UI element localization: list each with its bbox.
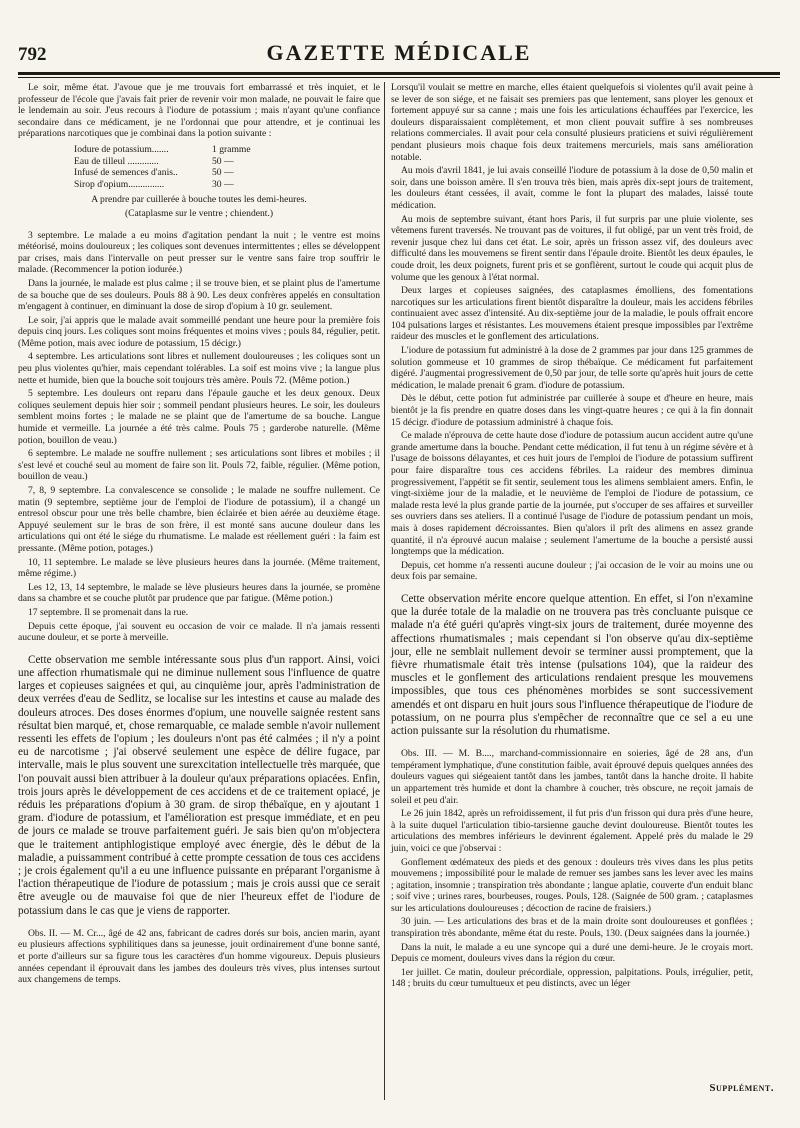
prescription-note: (Cataplasme sur le ventre ; chiendent.) [124, 207, 274, 219]
page-header [18, 40, 780, 70]
page-number: 792 [18, 44, 47, 65]
paragraph: 30 juin. — Les articulations des bras et de la main droite sont douloureuses et gonflées ; transpiration très abondante, même état du reste. Pouls, 130. (Deux saignées dans la journée.) [391, 916, 753, 940]
paragraph: Le soir, j'ai appris que le malade avait sommeillé pendant une heure pour la première fois depuis cinq jours. Les coliques sont moins fréquentes et moins vives ; pouls 84, régulier, petit. (Même potion, mais avec iodure de potassium, 15 décigr.) [18, 314, 380, 349]
journal-title: GAZETTE MÉDICALE [266, 40, 532, 65]
paragraph: 3 septembre. Le malade a eu moins d'agitation pendant la nuit ; le ventre est moins météorisé, moins douloureux ; les coliques sont devenues intermittentes ; elles se développent par crises, mais dans l'intervalle on peut presser sur le ventre sans faire trop souffrir le malade. (Recommencer la potion iodurée.) [18, 229, 380, 276]
quantity: 50 — [212, 155, 234, 167]
ingredient: Iodure de potassium....... [74, 143, 169, 155]
left-column [18, 82, 380, 988]
paragraph: Deux larges et copieuses saignées, des cataplasmes émolliens, des fomentations narcotiques sur les articulations firent bientôt disparaître la douleur, mais les accidens fébriles continuaient avec assez d'intensité. Au dix-septième jour de la maladie, le pouls offrait encore 104 pulsations larges et résistantes. Les mouvemens étaient presque impossibles par l'extrême raideur des muscles et le gonflement des articulations. [391, 285, 753, 343]
prescription-line [74, 144, 380, 156]
paragraph: Le 26 juin 1842, après un refroidissement, il fut pris d'un frisson qui dura près d'une heure, à la suite duquel l'articulation tibio-tarsienne gauche devint douloureuse. Bientôt toutes les articulations des membres inférieurs le devinrent également. Appelé près du malade le 29 juin, voici ce que j'observai : [391, 808, 753, 854]
paragraph: 5 septembre. Les douleurs ont reparu dans l'épaule gauche et les deux genoux. Deux coliques seulement depuis hier soir ; sommeil pendant plusieurs heures. Le soir, les douleurs semblent moins fortes ; le malade ne se plaint que de l'amertume de sa bouche. Langue humide et vermeille. La journée a été très calme. Pouls 75 ; garderobe naturelle. (Même potion, bouillon de veau.) [18, 388, 380, 446]
paragraph: Dès le début, cette potion fut administrée par cuillerée à soupe et d'heure en heure, mais bientôt je la fis prendre en quatre doses dans les vingt-quatre heures ; ce qui à la fin donnait 15 décigr. d'iodure de potassium administré à chaque fois. [391, 393, 753, 428]
paragraph: 7, 8, 9 septembre. La convalescence se consolide ; le malade ne souffre nullement. Ce matin (9 septembre, septième jour de l'emploi de l'iodure de potassium), il a changé un entresol obscur pour une très belle chambre, bien éclairée et bien aérée au deuxième étage. Appuyé seulement sur le bras de son frère, il est monté sans aucune douleur dans les articulations qui ont été le siége du rhumatisme. Le malade est réellement guéri : la faim est pressante. (Même potion, potages.) [18, 485, 380, 554]
paragraph: Les 12, 13, 14 septembre, le malade se lève plusieurs heures dans la journée, se promène dans sa chambre et se couche plutôt par prudence que par fatigue. (Même potion.) [18, 581, 380, 605]
paragraph: Au mois de septembre suivant, étant hors Paris, il fut surpris par une pluie violente, ses vêtemens furent traversés. Ne trouvant pas de voitures, il fut obligé, par un vent très froid, de revenir jusque chez lui dans cet état. Le soir, après un frisson assez vif, des douleurs avec difficulté dans les mouvemens se firent sentir dans l'épaule droite. Bientôt les deux épaules, le coude droit, les deux poignets, furent pris et se gonflèrent, surtout le coude qui acquit plus de volume que les genoux à l'état normal. [391, 213, 753, 283]
quantity: 30 — [212, 178, 234, 190]
supplement-label: Supplément. [709, 1082, 774, 1094]
header-rule-thick [18, 72, 780, 75]
observation-paragraph: Obs. III. — M. B...., marchand-commissionnaire en soieries, âgé de 28 ans, d'un tempérament lymphatique, d'une constitution faible, avait éprouvé depuis quelques années des douleurs vagues qui siégeaient tantôt dans les jambes, tantôt dans la hanche droite. Il habite un appartement très humide et dont la chambre à coucher, très obscure, ne reçoit jamais de soleil et peu d'air. [391, 748, 753, 806]
paragraph: 10, 11 septembre. Le malade se lève plusieurs heures dans la journée. (Même traitement, même régime.) [18, 556, 380, 580]
column-divider [384, 82, 385, 1100]
quantity: 1 gramme [212, 143, 251, 155]
paragraph: Le soir, même état. J'avoue que je me trouvais fort embarrassé et très inquiet, et le professeur de l'école que j'avais fait prier de revenir voir mon malade, ne pouvait le faire que le lendemain au soir. J'eus recours à l'iodure de potassium ; mais n'ayant qu'une confiance secondaire dans ce médicament, je ne l'ordonnai que pour attendre, et je continuai les préparations narcotiques que je combinai dans la potion suivante : [18, 82, 380, 140]
commentary-paragraph: Cette observation mérite encore quelque attention. En effet, si l'on n'examine que la durée totale de la maladie on ne trouvera pas très concluante puisque ce malade n'a été guéri qu'après vingt-six jours de traitement, durée moyenne des affections rhumatismales ; mais cependant si l'on observe qu'au dix-septième jour, elle ne semblait nullement devoir se terminer aussi promptement, que la fièvre rhumatismale était très intense (pulsations 104), que la raideur des muscles et le gonflement des articulations rendaient presque les mouvemens impossibles, que tous ces phénomènes morbides se sont successivement amendés et ont disparu en huit jours sous l'influence thérapeutique de l'iodure de potassium, on ne pourra plus s'empêcher de reconnaître que ce sel a eu une action puissante sur la résolution du rhumatisme. [391, 592, 753, 737]
ingredient: Sirop d'opium............... [74, 178, 165, 190]
prescription-line [74, 156, 380, 168]
paragraph: Depuis, cet homme n'a ressenti aucune douleur ; j'ai occasion de le voir au moins une ou deux fois par semaine. [391, 559, 753, 583]
commentary-paragraph: Cette observation me semble intéressante sous plus d'un rapport. Ainsi, voici une affection rhumatismale qui ne diminue nullement sous l'influence de quatre larges et copieuses saignées et qui, au cinquième jour, après l'administration de deux verrées d'eau de Sedlitz, se localise sur les intestins et cause au malade des douleurs atroces. Des doses énormes d'opium, une nouvelle saignée restent sans résultat bien marqué, et, chose remarquable, ce malade semble n'avoir nullement ressenti les effets de l'opium ; les douleurs n'ont pas été calmées ; il n'y a point eu de narcotisme ; j'ai observé seulement une espèce de délire fugace, par intervalle, mais le plus souvent une surexcitation intellectuelle très marquée, que l'on pouvait aussi bien attribuer à la douleur qu'aux préparations opiacées. Enfin, trois jours après le développement de ces accidens et de ce traitement opiacé, je réduis les préparations d'opium à 30 gram. de sirop thébaïque, en y ajoutant 1 gram. d'iodure de potassium, et l'amélioration est presque immédiate, et en peu de jours ce malade se trouve parfaitement guéri. Je sais bien qu'on m'objectera que le traitement antiphlogistique employé avec énergie, dès le début de la maladie, a puissamment contribué à cette prompte cessation de tous ces accidens ; je crois également qu'il a eu une influence puissante en préparant l'organisme à l'action thérapeutique de l'iodure de potassium ; mais je crois aussi que ce serait être aveugle ou de mauvaise foi que de nier l'heureux effet de l'iodure de potassium dans le cas que je viens de rapporter. [18, 653, 380, 917]
paragraph: Dans la journée, le malade est plus calme ; il se trouve bien, et se plaint plus de l'amertume de sa bouche que de ses douleurs. Pouls 88 à 90. Les deux confrères appelés en consultation m'engagent à continuer, en diminuant la dose de sirop d'opium à 10 gr. seulement. [18, 277, 380, 313]
prescription-instruction: A prendre par cuillerée à bouche toutes les demi-heures. [91, 194, 307, 206]
paragraph: Ce malade n'éprouva de cette haute dose d'iodure de potassium aucun accident autre qu'une grande amertume dans la bouche. Pendant cette médication, il fut tenu à un régime sévère et à l'usage de boissons délayantes, et ces huit jours de l'emploi de l'iodure de potassium suffirent pour faire disparaître tous ces accidens fébriles. La raideur des membres diminua progressivement, l'appétit se fit sentir, seulement tous les alimens semblaient amers. Enfin, le vingt-sixième jour de la maladie, et le neuvième de l'emploi de l'iodure de potassium, ce malade resta levé la plus grande partie de la journée, put s'occuper de ses affaires et surveiller ses ouvriers dans ses ateliers. Il a continué l'usage de l'iodure de potassium pendant un mois, mais à doses rapidement décroissantes. Bien qu'alors il prît des alimens en assez grande quantité, il n'a éprouvé aucun malaise ; seulement l'amertume de la bouche a persisté aussi longtemps que la médication. [391, 430, 753, 558]
paragraph: Lorsqu'il voulait se mettre en marche, elles étaient quelquefois si violentes qu'il avait peine à se lever de son siége, et ne faisait ses premiers pas que lentement, sans ployer les genoux et fortement appuyé sur sa canne ; mais une fois les articulations échauffées par l'exercice, les douleurs disparaissaient complètement, et mon client pouvait suffire à ses nombreuses relations commerciales. Il avait pour cela consulté plusieurs praticiens et suivi régulièrement pendant plusieurs mois chaque fois deux traitemens mercuriels, mais sans amélioration notable. [391, 82, 753, 163]
right-column [391, 82, 753, 992]
paragraph: Depuis cette époque, j'ai souvent eu occasion de voir ce malade. Il n'a jamais ressenti aucune douleur, et se porte à merveille. [18, 620, 380, 644]
paragraph: 17 septembre. Il se promenait dans la rue. [28, 606, 189, 618]
observation-paragraph: Obs. II. — M. Cr..., âgé de 42 ans, fabricant de cadres dorés sur bois, ancien marin, ayant eu plusieurs affections syphilitiques dans sa jeunesse, jouit ordinairement d'une bonne santé, et porte d'ailleurs sur sa figure tous les caractères d'un homme vigoureux. Depuis plusieurs années cependant il éprouvait dans les jambes des douleurs très vives, plus intenses surtout aux changemens de temps. [18, 927, 380, 986]
paragraph: L'iodure de potassium fut administré à la dose de 2 grammes par jour dans 125 grammes de solution gommeuse et 10 grammes de sirop thébaïque. Ce médicament fut parfaitement digéré. J'augmentai progressivement de 0,50 par jour, de telle sorte qu'après huit jours de cette médication, le malade prenait 6 gram. d'iodure de potassium. [391, 345, 753, 391]
paragraph: 1er juillet. Ce matin, douleur précordiale, oppression, palpitations. Pouls, irrégulier, petit, 148 ; bruits du cœur tumultueux et peu distincts, avec un léger [391, 966, 753, 990]
quantity: 50 — [212, 167, 234, 179]
paragraph: Au mois d'avril 1841, je lui avais conseillé l'iodure de potassium à la dose de 0,50 malin et soir, dans une boisson amère. Il s'en trouva très bien, mais après dix-sept jours de traitement, les douleurs étant cessées, il avait, comme le font la plupart des malades, laissé toute médication. [391, 165, 753, 211]
prescription-line [74, 179, 380, 191]
paragraph: Dans la nuit, le malade a eu une syncope qui a duré une demi-heure. Je le croyais mort. Depuis ce moment, douleurs vives dans la région du cœur. [391, 941, 753, 965]
ingredient: Infusé de semences d'anis.. [74, 167, 178, 179]
paragraph: Gonflement œdémateux des pieds et des genoux : douleurs très vives dans les plus petits mouvemens ; impossibilité pour le malade de remuer ses jambes sans les lever avec les mains ; agitation, insomnie ; transpiration très abondante ; langue aplatie, couverte d'un enduit blanc ; soif vive ; urines rares, bourbeuses, rouges. Pouls, 128. (Saignée de 500 gram. ; cataplasmes sur les articulations douloureuses ; décoction de racine de fraisiers.) [391, 856, 753, 914]
ingredient: Eau de tilleul ............. [74, 155, 159, 167]
header-rule-thin [18, 77, 780, 78]
paragraph: 4 septembre. Les articulations sont libres et nullement douloureuses ; les coliques sont un peu plus violentes qu'hier, mais cependant tolérables. La soif est moins vive ; la langue plus nette et humide, bien que la bouche soit toujours très amère. Pouls 72. (Même potion.) [18, 351, 380, 386]
prescription-line [74, 167, 380, 179]
prescription [74, 144, 380, 190]
paragraph: 6 septembre. Le malade ne souffre nullement ; ses articulations sont libres et mobiles ; il s'est levé et couché seul au moment de faire son lit. Pouls 72, faible, régulier. (Même potion, bouillon de veau.) [18, 448, 380, 483]
